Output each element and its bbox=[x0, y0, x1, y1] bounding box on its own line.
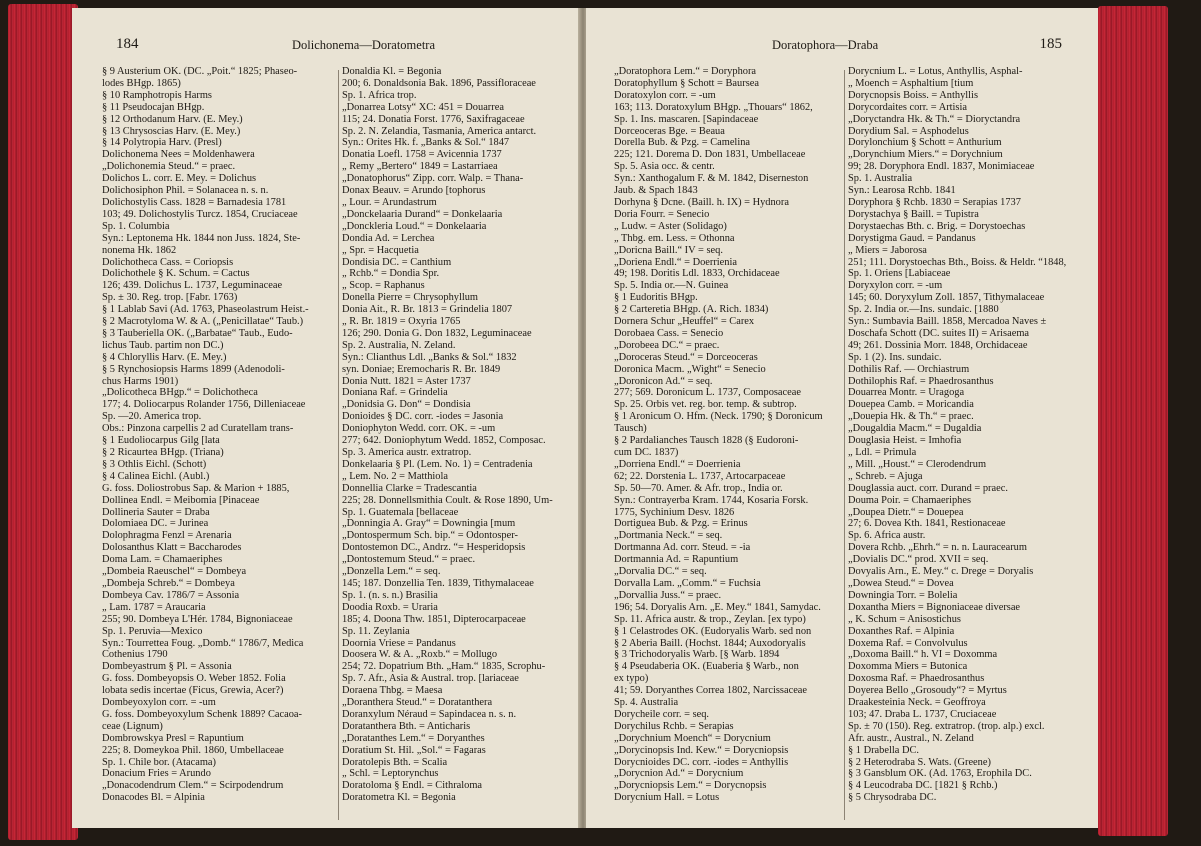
text-line: § 4 Pseudaberia OK. (Euaberia § Warb., non bbox=[614, 661, 799, 673]
text-line: Doria Fourr. = Senecio bbox=[614, 208, 710, 220]
text-line: 251; 111. Dorystoechas Bth., Boiss. & Heldr. “1848, bbox=[848, 256, 1067, 268]
text-line: Sp. 1. Australia bbox=[848, 173, 913, 185]
right-column-divider bbox=[844, 70, 845, 820]
text-line: Dolomiaea DC. = Jurinea bbox=[102, 518, 209, 530]
text-line: 103; 47. Draba L. 1737, Cruciaceae bbox=[848, 708, 997, 720]
right-column-1 bbox=[614, 66, 842, 804]
text-line: 255; 90. Dombeya L'Hér. 1784, Bignoniaceae bbox=[102, 613, 293, 625]
text-line: Dondisia DC. = Canthium bbox=[342, 256, 452, 268]
text-line: „Doxoma Baill.“ h. VI = Doxomma bbox=[848, 649, 998, 661]
text-line: 115; 24. Donatia Forst. 1776, Saxifragaceae bbox=[342, 113, 525, 125]
text-line: Sp. 1. Columbia bbox=[102, 220, 170, 232]
text-line: § 2 Ricaurtea BHgp. (Triana) bbox=[102, 447, 224, 458]
text-line: Doryphora § Rchb. 1830 = Serapias 1737 bbox=[848, 196, 1021, 208]
text-line: Sp. 1 (2). Ins. sundaic. bbox=[848, 351, 942, 363]
text-line: Doodia Roxb. = Uraria bbox=[342, 601, 438, 613]
right-running-head: Doratophora—Draba bbox=[772, 38, 879, 52]
text-line: Dolosanthus Klatt = Baccharodes bbox=[102, 542, 242, 554]
text-line: Doratoxylon corr. = -um bbox=[614, 89, 716, 101]
text-line: § 2 Macrotyloma W. & A. („Penicillatae“ Taub.) bbox=[102, 316, 304, 328]
right-page bbox=[586, 8, 1098, 828]
text-line: Donaldia Kl. = Begonia bbox=[342, 66, 442, 77]
text-line: Sp. 3. America austr. extratrop. bbox=[342, 447, 472, 458]
text-line: § 4 Calinea Eichl. (Aubl.) bbox=[102, 470, 210, 482]
text-line: Dovyalis Arn., E. Mey.“ c. Drege = Doryalis bbox=[848, 566, 1034, 578]
text-line: lodes BHgp. 1865) bbox=[102, 77, 181, 89]
text-line: Dombeyoxylon corr. = -um bbox=[102, 697, 216, 709]
text-line: Syn.: Sumbavia Baill. 1858, Mercadoa Naves ± bbox=[848, 316, 1047, 328]
text-line: § 3 Trichodoryalis Warb. [§ Warb. 1894 bbox=[614, 649, 780, 661]
text-line: 126; 290. Donia G. Don 1832, Leguminaceae bbox=[342, 327, 532, 339]
text-line: Dombeyastrum § Pl. = Assonia bbox=[102, 661, 232, 673]
text-line: Doranxylum Néraud = Sapindacea n. s. n. bbox=[342, 708, 517, 720]
text-line: Doxosma Raf. = Phaedrosanthus bbox=[848, 673, 985, 685]
text-line: Doratometra Kl. = Begonia bbox=[342, 792, 456, 804]
text-line: 103; 49. Dolichostylis Turcz. 1854, Cruciaceae bbox=[102, 208, 298, 220]
text-line: Sp. 2. N. Zelandia, Tasmania, America antarct. bbox=[342, 125, 537, 137]
text-line: Doma Lam. = Chamaeriphes bbox=[102, 554, 223, 566]
text-line: Sp. 1. Chile bor. (Atacama) bbox=[102, 756, 216, 768]
left-column-divider bbox=[338, 70, 339, 820]
text-line: Doxomma Miers = Butonica bbox=[848, 661, 968, 673]
text-line: „Dorvalia DC.“ = seq. bbox=[614, 566, 707, 578]
left-column-2 bbox=[342, 66, 574, 804]
text-line: Doratanthera Bth. = Anticharis bbox=[342, 720, 471, 732]
text-line: „Doranthera Steud.“ = Doratanthera bbox=[342, 697, 493, 709]
text-line: Doxantha Miers = Bignoniaceae diversae bbox=[848, 601, 1021, 613]
text-line: Dorceoceras Bge. = Beaua bbox=[614, 125, 725, 137]
text-line: „Dorynchium Miers.“ = Dorychnium bbox=[848, 149, 1003, 161]
text-line: Dorhyna § Dcne. (Baill. h. IX) = Hydnora bbox=[614, 196, 789, 208]
text-line: Donella Pierre = Chrysophyllum bbox=[342, 292, 479, 304]
text-line: Donacodes Bl. = Alpinia bbox=[102, 792, 205, 804]
text-line: § 1 Eudoliocarpus Gilg [lata bbox=[102, 435, 220, 447]
text-line: Dortmannia Ad. = Rapuntium bbox=[614, 554, 739, 566]
left-running-head: Dolichonema—Doratometra bbox=[292, 38, 436, 52]
text-line: 27; 6. Dovea Kth. 1841, Restionaceae bbox=[848, 518, 1006, 530]
text-line: Donia Nutt. 1821 = Aster 1737 bbox=[342, 375, 471, 387]
text-line: Doschafa Schott (DC. suites II) = Arisaema bbox=[848, 327, 1030, 339]
text-line: Jaub. & Spach 1843 bbox=[614, 185, 698, 197]
text-line: Dorylonchium § Schott = Anthurium bbox=[848, 137, 1002, 149]
text-line: § 1 Eudoritis BHgp. bbox=[614, 292, 698, 304]
text-line: Dolichothele § K. Schum. = Cactus bbox=[102, 268, 250, 280]
text-line: Sp. ± 70 (150). Reg. extratrop. (trop. alp.) excl. bbox=[848, 720, 1045, 732]
text-line: „ Lour. = Arundastrum bbox=[342, 196, 437, 208]
text-line: Dortiguea Bub. & Pzg. = Erinus bbox=[614, 518, 748, 530]
text-line: 145; 187. Donzellia Ten. 1839, Tithymalaceae bbox=[342, 577, 534, 589]
text-line: § 3 Gansblum OK. (Ad. 1763, Erophila DC. bbox=[848, 768, 1032, 780]
text-line: „Doronicon Ad.“ = seq. bbox=[614, 375, 713, 387]
text-line: Donioides § DC. corr. -iodes = Jasonia bbox=[342, 411, 504, 423]
text-line: „Dorychnium Moench“ = Dorycnium bbox=[614, 732, 771, 744]
text-line: Sp. 1. Ins. mascaren. [Sapindaceae bbox=[614, 113, 759, 125]
text-line: 196; 54. Doryalis Arn. „E. Mey.“ 1841, Samydac. bbox=[614, 601, 821, 613]
text-line: Dothilophis Raf. = Phaedrosanthus bbox=[848, 375, 994, 387]
text-line: § 4 Chloryllis Harv. (E. Mey.) bbox=[102, 351, 227, 363]
text-line: „ Schl. = Leptorynchus bbox=[342, 768, 439, 780]
text-line: Dorycnioides DC. corr. -iodes = Anthyllis bbox=[614, 756, 789, 768]
text-line: Dorobaea Cass. = Senecio bbox=[614, 327, 724, 339]
text-line: „ R. Br. 1819 = Oxyria 1765 bbox=[342, 316, 461, 328]
text-line: „ Scop. = Raphanus bbox=[342, 280, 425, 292]
text-line: „Donckleria Loud.“ = Donkelaaria bbox=[342, 220, 487, 232]
text-line: „Dorvallia Juss.“ = praec. bbox=[614, 589, 722, 601]
text-line: „Dorycnion Ad.“ = Dorycnium bbox=[614, 768, 744, 780]
text-line: „Donidsia G. Don“ = Dondisia bbox=[342, 399, 471, 411]
text-line: Dorycnium L. = Lotus, Anthyllis, Asphal- bbox=[848, 66, 1023, 77]
text-line: Afr. austr., Austral., N. Zeland bbox=[848, 732, 974, 744]
text-line: § 5 Chrysodraba DC. bbox=[848, 792, 937, 804]
text-line: 1775, Sychinium Desv. 1826 bbox=[614, 506, 735, 518]
text-line: Dollinea Endl. = Meibomia [Pinaceae bbox=[102, 494, 260, 506]
text-line: § 14 Polytropia Harv. (Presl) bbox=[102, 137, 222, 149]
text-line: § 2 Heterodraba S. Wats. (Greene) bbox=[848, 756, 991, 768]
text-line: § 10 Ramphotropis Harms bbox=[102, 89, 212, 101]
text-line: „Donatophorus“ Zipp. corr. Walp. = Thana- bbox=[342, 173, 524, 185]
text-line: Dorella Bub. & Pzg. = Camelina bbox=[614, 137, 751, 149]
text-line: „ Spr. = Hacquetia bbox=[342, 244, 419, 256]
text-line: „Dorycinopsis Ind. Kew.“ = Dorycniopsis bbox=[614, 744, 789, 756]
text-line: „ Rchb.“ = Dondia Spr. bbox=[342, 268, 440, 280]
text-line: Sp. 5. India or.—N. Guinea bbox=[614, 280, 729, 292]
text-line: „Dowea Steud.“ = Dovea bbox=[848, 577, 954, 589]
text-line: lichus Taub. partim non DC.) bbox=[102, 339, 224, 351]
text-line: Doronica Macm. „Wight“ = Senecio bbox=[614, 363, 766, 375]
text-line: „Dombeja Schreb.“ = Dombeya bbox=[102, 577, 235, 589]
text-line: Syn.: Learosa Rchb. 1841 bbox=[848, 185, 956, 197]
text-line: „Doratanthes Lem.“ = Doryanthes bbox=[342, 732, 485, 744]
text-line: „Dontostemum Steud.“ = praec. bbox=[342, 554, 476, 566]
text-line: Sp. ± 30. Reg. trop. [Fabr. 1763) bbox=[102, 292, 238, 304]
text-line: „Dontospermum Sch. bip.“ = Odontosper- bbox=[342, 530, 518, 542]
text-line: 185; 4. Doona Thw. 1851, Dipterocarpaceae bbox=[342, 613, 526, 625]
text-line: Sp. 50—70. Amer. & Afr. trop., India or. bbox=[614, 482, 783, 494]
text-line: chus Harms 1901) bbox=[102, 375, 179, 387]
text-line: Dolichonema Nees = Moldenhawera bbox=[102, 149, 255, 161]
text-line: Dollineria Sauter = Draba bbox=[102, 506, 210, 518]
text-line: „ Ldl. = Primula bbox=[848, 447, 917, 458]
text-line: „Donningia A. Gray“ = Downingia [mum bbox=[342, 518, 516, 530]
text-line: Syn.: Xanthogalum F. & M. 1842, Diserneston bbox=[614, 173, 809, 185]
left-page bbox=[72, 8, 582, 828]
text-line: § 5 Rynchosiopsis Harms 1899 (Adenodoli- bbox=[102, 363, 285, 375]
text-line: „ Schreb. = Ajuga bbox=[848, 470, 923, 482]
text-line: § 4 Leucodraba DC. [1821 § Rchb.) bbox=[848, 780, 998, 792]
left-page-number: 184 bbox=[116, 36, 139, 52]
text-line: Sp. 1. Oriens [Labiaceae bbox=[848, 268, 951, 280]
text-line: § 2 Aberia Baill. (Hochst. 1844; Auxodoryalis bbox=[614, 637, 806, 649]
right-column-2 bbox=[848, 66, 1088, 804]
text-line: Doxema Raf. = Convolvulus bbox=[848, 637, 968, 649]
text-line: § 1 Lablab Savi (Ad. 1763, Phaseolastrum Heist.- bbox=[102, 304, 309, 316]
text-line: Donatia Loefl. 1758 = Avicennia 1737 bbox=[342, 149, 502, 161]
text-line: Sp. 1. Africa trop. bbox=[342, 89, 417, 101]
text-line: 254; 72. Dopatrium Bth. „Ham.“ 1835, Scrophu- bbox=[342, 661, 546, 673]
text-line: Doxanthes Raf. = Alpinia bbox=[848, 625, 955, 637]
text-line: Douma Poir. = Chamaeriphes bbox=[848, 494, 972, 506]
text-line: Doornia Vriese = Pandanus bbox=[342, 637, 456, 649]
text-line: Doosera W. & A. „Roxb.“ = Mollugo bbox=[342, 649, 498, 661]
text-line: 225; 28. Donnellsmithia Coult. & Rose 1890, Um- bbox=[342, 494, 553, 506]
text-line: Dorychilus Rchb. = Serapias bbox=[614, 720, 734, 732]
text-line: Douglassia auct. corr. Durand = praec. bbox=[848, 482, 1008, 494]
text-line: „Donckelaaria Durand“ = Donkelaaria bbox=[342, 208, 503, 220]
text-line: Sp. 1. (n. s. n.) Brasilia bbox=[342, 589, 438, 601]
text-line: Sp. 4. Australia bbox=[614, 697, 679, 709]
text-line: Dondia Ad. = Lerchea bbox=[342, 232, 435, 244]
text-line: Dorycnium Hall. = Lotus bbox=[614, 792, 720, 804]
text-line: Doniana Raf. = Grindelia bbox=[342, 387, 448, 399]
text-line: Donacium Fries = Arundo bbox=[102, 768, 211, 780]
text-line: „ Ludw. = Aster (Solidago) bbox=[614, 220, 727, 232]
text-line: Donax Beauv. = Arundo [tophorus bbox=[342, 185, 486, 197]
text-line: Sp. 6. Africa austr. bbox=[848, 530, 926, 542]
right-page-edges bbox=[1098, 6, 1168, 836]
text-line: „Dorobeea DC.“ = praec. bbox=[614, 339, 720, 351]
text-line: „ Thbg. em. Less. = Othonna bbox=[614, 232, 735, 244]
text-line: „Doriena Endl.“ = Doerrienia bbox=[614, 256, 737, 268]
text-line: § 11 Pseudocajan BHgp. bbox=[102, 101, 205, 113]
text-line: cum DC. 1837) bbox=[614, 447, 679, 458]
text-line: Dolichosiphon Phil. = Solanacea n. s. n. bbox=[102, 185, 269, 197]
text-line: Sp. 1. Peruvia—Mexico bbox=[102, 625, 203, 637]
left-page-edges bbox=[8, 4, 78, 840]
text-line: 49; 261. Dossinia Morr. 1848, Orchidaceae bbox=[848, 339, 1028, 351]
text-line: „Doratophora Lem.“ = Doryphora bbox=[614, 66, 757, 77]
text-line: Doratoloma § Endl. = Cithraloma bbox=[342, 780, 483, 792]
text-line: Sp. 11. Africa austr. & trop., Zeylan. [ex typo) bbox=[614, 613, 806, 625]
text-line: Dontostemon DC., Andrz. “= Hesperidopsis bbox=[342, 542, 526, 554]
text-line: Douglasia Heist. = Imhofia bbox=[848, 435, 962, 447]
text-line: Obs.: Pinzona carpellis 2 ad Curatellam trans- bbox=[102, 423, 294, 435]
text-line: Dombrowskya Presl = Rapuntium bbox=[102, 732, 244, 744]
text-line: Syn.: Orites Hk. f. „Banks & Sol.“ 1847 bbox=[342, 137, 510, 149]
text-line: Syn.: Contrayerba Kram. 1744, Kosaria Forsk. bbox=[614, 494, 809, 506]
text-line: Doyerea Bello „Grosoudy“? = Myrtus bbox=[848, 685, 1007, 697]
text-line: „Doroceras Steud.“ = Dorceoceras bbox=[614, 351, 758, 363]
text-line: Doraena Thbg. = Maesa bbox=[342, 685, 443, 697]
text-line: syn. Doniae; Eremocharis R. Br. 1849 bbox=[342, 363, 501, 375]
text-line: § 2 Carteretia BHgp. (A. Rich. 1834) bbox=[614, 304, 769, 316]
text-line: Sp. 1. Guatemala [bellaceae bbox=[342, 506, 459, 518]
text-line: „ Lem. No. 2 = Matthiola bbox=[342, 470, 448, 482]
text-line: Dolichostylis Cass. 1828 = Barnadesia 1781 bbox=[102, 196, 287, 208]
text-line: „Dorycniopsis Lem.“ = Dorycnopsis bbox=[614, 780, 767, 792]
text-line: Dortmanna Ad. corr. Steud. = -ia bbox=[614, 542, 751, 554]
text-line: „Dorriena Endl.“ = Doerrienia bbox=[614, 458, 741, 470]
text-line: § 1 Drabella DC. bbox=[848, 744, 919, 756]
text-line: „Dortmania Neck.“ = seq. bbox=[614, 530, 723, 542]
text-line: lobata sedis incertae (Ficus, Grewia, Acer?) bbox=[102, 685, 284, 697]
text-line: § 3 Tauberiella OK. („Barbatae“ Taub., Eudo- bbox=[102, 327, 293, 339]
text-line: 126; 439. Dolichus L. 1737, Leguminaceae bbox=[102, 280, 283, 292]
text-line: § 9 Austerium OK. (DC. „Poit.“ 1825; Phaseo- bbox=[102, 66, 298, 77]
text-line: Doratolepis Bth. = Scalia bbox=[342, 756, 448, 768]
text-line: 277; 569. Doronicum L. 1737, Composaceae bbox=[614, 387, 801, 399]
text-line: Syn.: Leptonema Hk. 1844 non Juss. 1824, Ste- bbox=[102, 232, 301, 244]
text-line: ex typo) bbox=[614, 673, 649, 685]
text-line: § 3 Othlis Eichl. (Schott) bbox=[102, 458, 207, 470]
text-line: „Donarrea Lotsy“ XC: 451 = Douarrea bbox=[342, 101, 504, 113]
text-line: G. foss. Dombeyopsis O. Weber 1852. Folia bbox=[102, 673, 286, 685]
text-line: Sp. 7. Afr., Asia & Austral. trop. [lariaceae bbox=[342, 673, 519, 685]
text-line: 277; 642. Doniophytum Wedd. 1852, Composac. bbox=[342, 435, 546, 447]
text-line: Donkelaaria § Pl. (Lem. No. 1) = Centradenia bbox=[342, 458, 533, 470]
text-line: § 2 Pardalianches Tausch 1828 (§ Eudoroni- bbox=[614, 435, 799, 447]
text-line: „ Miers = Jaborosa bbox=[848, 244, 927, 256]
text-line: Dorystachya § Baill. = Tupistra bbox=[848, 208, 979, 220]
text-line: „Doupea Dietr.“ = Douepea bbox=[848, 506, 964, 518]
text-line: Sp. 5. Asia occ. & centr. bbox=[614, 161, 715, 173]
text-line: „ Remy „Bertero“ 1849 = Lastarriaea bbox=[342, 161, 498, 173]
text-line: Tausch) bbox=[614, 423, 647, 435]
text-line: Dorystigma Gaud. = Pandanus bbox=[848, 232, 976, 244]
text-line: „Dolicotheca BHgp.“ = Dolichotheca bbox=[102, 387, 258, 399]
text-line: § 12 Orthodanum Harv. (E. Mey.) bbox=[102, 113, 243, 125]
text-line: „Dougaldia Macm.“ = Dugaldia bbox=[848, 423, 982, 435]
text-line: Sp. 2. Australia, N. Zeland. bbox=[342, 339, 456, 351]
text-line: Dorydium Sal. = Asphodelus bbox=[848, 125, 969, 137]
text-line: „ K. Schum = Anisostichus bbox=[848, 613, 961, 625]
left-column-1 bbox=[102, 66, 330, 804]
text-line: 62; 22. Dorstenia L. 1737, Artocarpaceae bbox=[614, 470, 786, 482]
text-line: Sp. 11. Zeylania bbox=[342, 625, 410, 637]
text-line: G. foss. Doliostrobus Sap. & Marion + 1885, bbox=[102, 482, 290, 494]
text-line: 49; 198. Doritis Ldl. 1833, Orchidaceae bbox=[614, 268, 780, 280]
text-line: Dorycheile corr. = seq. bbox=[614, 708, 710, 720]
text-line: 177; 4. Doliocarpus Rolander 1756, Dilleniaceae bbox=[102, 399, 306, 411]
text-line: „Dombeia Raeuschel“ = Dombeya bbox=[102, 566, 247, 578]
text-line: § 1 Celastrodes OK. (Eudoryalis Warb. sed non bbox=[614, 625, 812, 637]
text-line: Syn.: Clianthus Ldl. „Banks & Sol.“ 1832 bbox=[342, 351, 517, 363]
text-line: „Doryctandra Hk. & Th.“ = Dioryctandra bbox=[848, 113, 1021, 125]
text-line: § 1 Aronicum O. Hfm. (Neck. 1790; § Doronicum bbox=[614, 411, 823, 423]
text-line: 145; 60. Doryxylum Zoll. 1857, Tithymalaceae bbox=[848, 292, 1045, 304]
text-line: Douepea Camb. = Moricandia bbox=[848, 399, 974, 411]
text-line: Dovera Rchb. „Ehrh.“ = n. n. Lauracearum bbox=[848, 542, 1027, 554]
text-line: Douarrea Montr. = Uragoga bbox=[848, 387, 965, 399]
text-line: G. foss. Dombeyoxylum Schenk 1889? Cacaoa- bbox=[102, 708, 302, 720]
text-line: Doratium St. Hil. „Sol.“ = Fagaras bbox=[342, 744, 486, 756]
text-line: Dothilis Raf. — Orchiastrum bbox=[848, 363, 970, 375]
text-line: „Dovialis DC.“ prod. XVII = seq. bbox=[848, 554, 989, 566]
text-line: „ Moench = Asphaltium [tium bbox=[848, 77, 974, 89]
text-line: „ Mill. „Houst.“ = Clerodendrum bbox=[848, 458, 987, 470]
text-line: Dolophragma Fenzl = Arenaria bbox=[102, 530, 232, 542]
text-line: Downingia Torr. = Bolelia bbox=[848, 589, 958, 601]
text-line: Draakesteinia Neck. = Geoffroya bbox=[848, 697, 986, 709]
text-line: Dombeya Cav. 1786/7 = Assonia bbox=[102, 589, 240, 601]
text-line: Donia Ait., R. Br. 1813 = Grindelia 1807 bbox=[342, 304, 513, 316]
text-line: Donnellia Clarke = Tradescantia bbox=[342, 482, 477, 494]
text-line: 163; 113. Doratoxylum BHgp. „Thouars“ 1862, bbox=[614, 101, 813, 113]
text-line: Syn.: Tourrettea Foug. „Domb.“ 1786/7, Medica bbox=[102, 637, 304, 649]
text-line: § 13 Chrysoscias Harv. (E. Mey.) bbox=[102, 125, 241, 137]
text-line: „Doricna Baill.“ IV = seq. bbox=[614, 244, 723, 256]
text-line: Dornera Schur „Heuffel“ = Carex bbox=[614, 316, 755, 328]
text-line: Doratophyllum § Schott = Baursea bbox=[614, 77, 759, 89]
text-line: 225; 121. Dorema D. Don 1831, Umbellaceae bbox=[614, 149, 806, 161]
right-page-number: 185 bbox=[1039, 36, 1062, 52]
text-line: Dorycordaites corr. = Artisia bbox=[848, 101, 967, 113]
text-line: Sp. 2. India or.—Ins. sundaic. [1880 bbox=[848, 304, 999, 316]
text-line: „ Lam. 1787 = Araucaria bbox=[102, 601, 206, 613]
text-line: Dolichos L. corr. E. Mey. = Dolichus bbox=[102, 173, 257, 185]
text-line: ceae (Lignum) bbox=[102, 720, 163, 732]
text-line: 225; 8. Domeykoa Phil. 1860, Umbellaceae bbox=[102, 744, 284, 756]
text-line: Dolichotheca Cass. = Coriopsis bbox=[102, 256, 234, 268]
text-line: Dorycnopsis Boiss. = Anthyllis bbox=[848, 89, 978, 101]
text-line: „Donacodendrum Clem.“ = Scirpodendrum bbox=[102, 780, 284, 792]
text-line: „Douepia Hk. & Th.“ = praec. bbox=[848, 411, 974, 423]
text-line: Cothenius 1790 bbox=[102, 649, 168, 661]
text-line: nonema Hk. 1862 bbox=[102, 244, 177, 256]
text-line: Dorystaechas Bth. c. Brig. = Dorystoechas bbox=[848, 220, 1026, 232]
text-line: 200; 6. Donaldsonia Bak. 1896, Passifloraceae bbox=[342, 77, 536, 89]
text-line: „Dolichonemia Steud.“ = praec. bbox=[102, 161, 236, 173]
text-line: Dorvalla Lam. „Comm.“ = Fuchsia bbox=[614, 577, 761, 589]
text-line: Sp. 25. Orbis vet. reg. bor. temp. & subtrop. bbox=[614, 399, 797, 411]
text-line: „Donzella Lem.“ = seq. bbox=[342, 566, 441, 578]
text-line: Sp. —20. America trop. bbox=[102, 411, 202, 423]
text-line: 99; 28. Doryphora Endl. 1837, Monimiaceae bbox=[848, 161, 1035, 173]
text-line: Doryxylon corr. = -um bbox=[848, 280, 943, 292]
text-line: Doniophyton Wedd. corr. OK. = -um bbox=[342, 423, 496, 435]
text-line: 41; 59. Doryanthes Correa 1802, Narcissaceae bbox=[614, 685, 808, 697]
